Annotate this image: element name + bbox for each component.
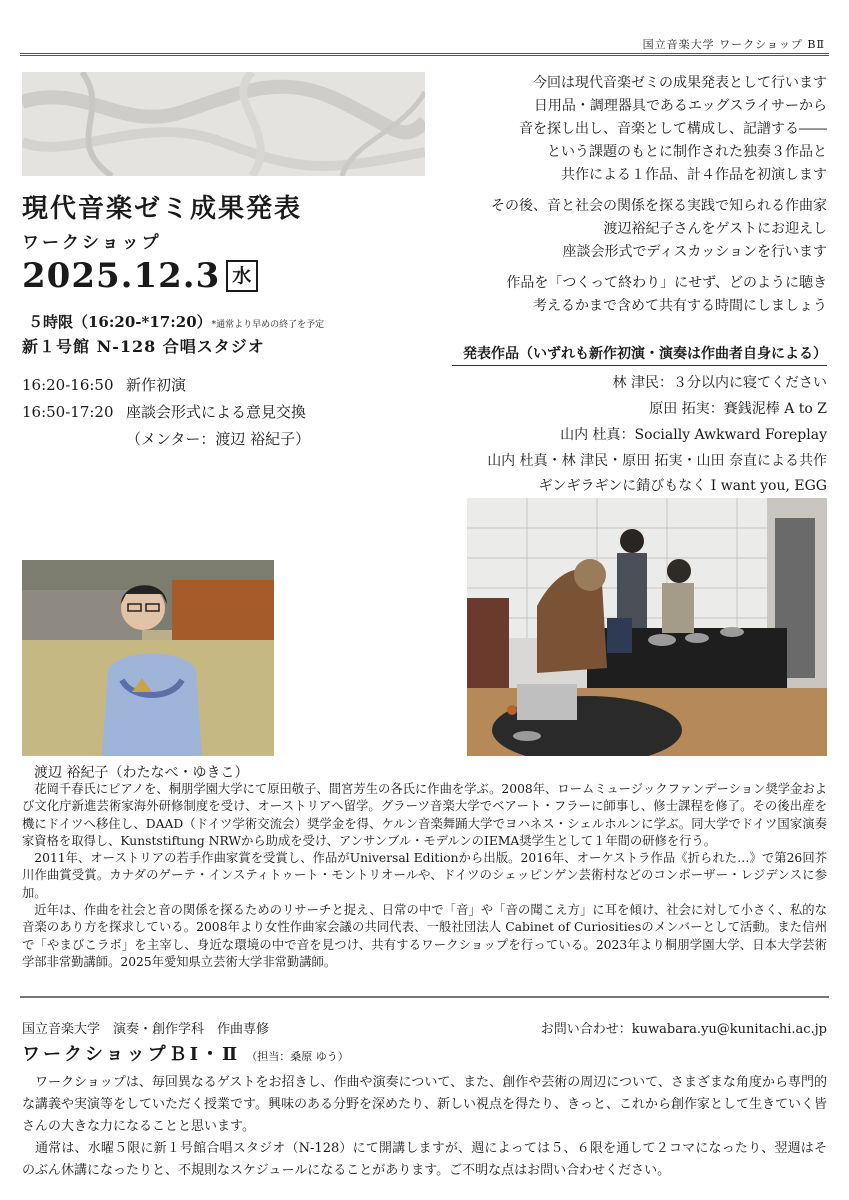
intro-line: 音を探し出し、音楽として構成し、記譜する―― <box>519 121 827 137</box>
event-venue: 新１号館 N-128 合唱スタジオ <box>22 337 265 356</box>
header-label: 国立音楽大学 ワークショップ BⅡ <box>642 38 825 51</box>
footer-text <box>22 1072 827 1182</box>
work-item: ギンギラギンに錆びもなく I want you, EGG <box>538 478 827 494</box>
workshop-lead: （担当：桑原 ゆう） <box>246 1050 349 1063</box>
work-item: 原田 拓実：賽銭泥棒 A to Z <box>649 401 827 417</box>
weekday-badge: 水 <box>226 260 258 292</box>
event-date <box>22 256 258 296</box>
bio-paragraph: 花岡千春氏にピアノを、桐朋学園大学にて原田敬子、間宮芳生の各氏に作曲を学ぶ。2008年、ロームミュージックファンデーション奨学金および文化庁新進芸術家海外研修制度を受け、オーストリアへ留学。グラーツ音楽大学でベアート・フラーに師事し、修士課程を修了。その後出産を機にドイツへ移住し、DAAD（ドイツ学術交流会）奨学金を得、ケルン音楽舞踊大学でヨハネス・シェルホルンに学ぶ。同大学でドイツ国家演奏家資格を取得し、Kunststiftung NRWから助成を受け、アンサンブル・モデルンのIEMA奨学生として１年間の研修を行う。 <box>22 782 827 848</box>
intro-paragraph <box>427 195 827 264</box>
bio-paragraph: 近年は、作曲を社会と音の関係を探るためのリサーチと捉え、日常の中で「音」や「音の聞こえ方」に耳を傾け、社会に対して小さく、私的な音楽のあり方を探求している。2008年より女性作曲家会議の共同代表、一般社団法人 Cabinet of Curiositiesのメンバーとして活動。また信州で「やまびこラボ」を主宰し、身近な環境の中で音を見つけ、共有するワークショップを行っている。2023年より桐朋学園大学、日本大学芸術学部非常勤講師。2025年愛知県立芸術大学非常勤講師。 <box>22 903 827 969</box>
intro-paragraph <box>427 72 827 187</box>
period-note: *通常より早めの終了を予定 <box>211 320 325 330</box>
works-divider <box>452 365 827 366</box>
bio-paragraph: 2011年、オーストリアの若手作曲家賞を受賞し、作品がUniversal Editionから出版。2016年、オーケストラ作品《折られた…》で第26回芥川作曲賞受賞。カナダのゲーテ・インスティトゥート・モントリオールや、ドイツのシェッピンゲン芸術村などのコンポーザー・レジデンスに参加。 <box>22 851 827 900</box>
intro-line: 日用品・調理器具であるエッグスライサーから <box>533 98 827 114</box>
marble-header-image <box>22 72 425 176</box>
event-title: 現代音楽ゼミ成果発表 <box>22 194 303 224</box>
schedule <box>22 372 310 453</box>
intro-line: という課題のもとに制作された独奏３作品と <box>547 144 827 160</box>
schedule-item: 新作初演 <box>126 376 187 394</box>
workshop-photo <box>467 498 827 756</box>
portrait-photo <box>22 560 274 756</box>
department: 国立音楽大学 演奏・創作学科 作曲専修 <box>22 1022 270 1037</box>
top-divider <box>20 53 829 56</box>
bio-name: 渡辺 裕紀子（わたなべ・ゆきこ） <box>34 765 249 781</box>
schedule-mentor: （メンター：渡辺 裕紀子） <box>126 430 311 448</box>
schedule-row <box>22 399 310 426</box>
intro-line: 共作による１作品、計４作品を初演します <box>561 167 827 183</box>
date-text: 2025.12.3 <box>22 256 221 296</box>
intro-line: 作品を「つくって終わり」にせず、どのように聴き <box>506 275 827 291</box>
works-heading: 発表作品（いずれも新作初演・演奏は作曲者自身による） <box>463 346 827 362</box>
work-item: 山内 杜真：Socially Awkward Foreplay <box>560 427 827 443</box>
works-list <box>427 370 827 496</box>
intro-line: その後、音と社会の関係を探る実践で知られる作曲家 <box>491 198 827 214</box>
period-text: ５時限（16:20-*17:20） <box>28 313 212 331</box>
schedule-time: 16:20-16:50 <box>22 376 114 394</box>
schedule-item: 座談会形式による意見交換 <box>126 403 307 421</box>
intro-line: 座談会形式でディスカッションを行います <box>562 244 827 260</box>
event-period <box>28 311 324 332</box>
event-subtitle: ワークショップ <box>22 233 162 253</box>
intro-line: 渡辺裕紀子さんをゲストにお迎えし <box>603 221 827 237</box>
intro-text <box>427 72 827 326</box>
work-item: 林 津民：３分以内に寝てください <box>612 375 827 391</box>
schedule-row <box>22 372 310 399</box>
footer-divider <box>20 996 829 998</box>
workshop-title <box>22 1040 349 1066</box>
footer-paragraph: 通常は、水曜５限に新１号館合唱スタジオ（N-128）にて開講しますが、週によっては５、６限を通して２コマになったり、翌週はそのぶん休講になったりと、不規則なスケジュールになることがあります。ご不明な点はお問い合わせください。 <box>22 1141 827 1178</box>
schedule-time: 16:50-17:20 <box>22 403 114 421</box>
contact-email[interactable]: お問い合わせ：kuwabara.yu@kunitachi.ac.jp <box>540 1022 827 1037</box>
workshop-title-text: ワークショップＢⅠ・Ⅱ <box>22 1044 241 1065</box>
footer-paragraph: ワークショップは、毎回異なるゲストをお招きし、作曲や演奏について、また、創作や芸術の周辺について、さまざまな角度から専門的な講義や実演等をしていただく授業です。興味のある分野を深めたり、新しい視点を得たり、きっと、これから創作家として生きていく皆さんの大きな力になることと思います。 <box>22 1075 827 1134</box>
work-item: 山内 杜真・林 津民・原田 拓実・山田 奈直による共作 <box>487 453 827 469</box>
intro-paragraph <box>427 272 827 318</box>
bio-text <box>22 781 827 971</box>
intro-line: 今回は現代音楽ゼミの成果発表として行います <box>533 75 827 91</box>
intro-line: 考えるかまで含めて共有する時間にしましょう <box>533 298 827 314</box>
